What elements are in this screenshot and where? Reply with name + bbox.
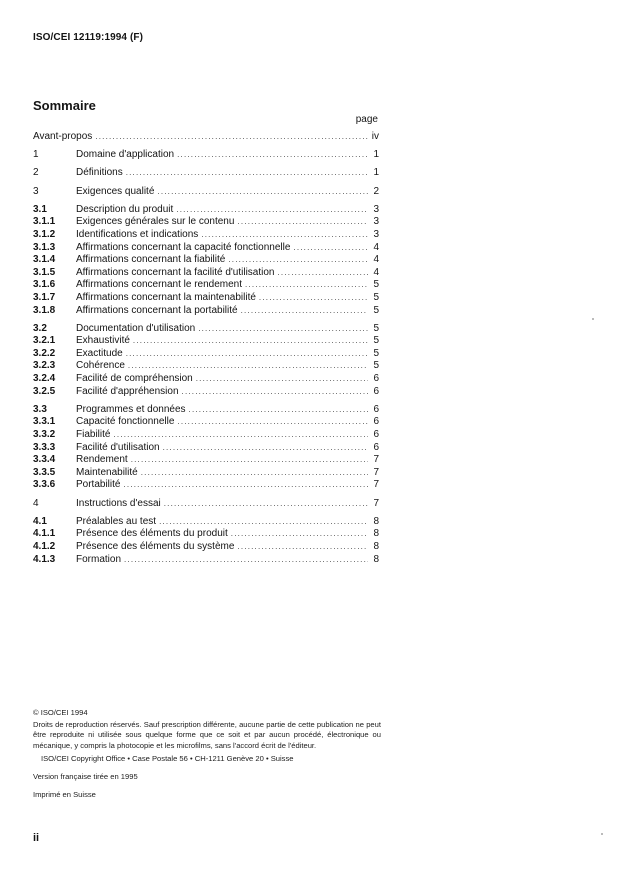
toc-entry-page: 3 <box>373 216 379 228</box>
toc-entry-number: 3.2.5 <box>33 385 56 397</box>
toc-entry-title: Affirmations concernant le rendement <box>76 279 243 291</box>
toc-entry-page: 2 <box>373 185 379 197</box>
toc-leader-dots <box>237 541 368 554</box>
toc-entry-title: Exactitude <box>76 347 123 359</box>
toc-entry-page: 8 <box>373 553 379 565</box>
toc-leader-dots <box>198 323 368 336</box>
toc-entry <box>33 429 379 442</box>
toc-entry-page: 7 <box>373 454 379 466</box>
toc-entry-title: Exigences qualité <box>76 185 155 197</box>
toc-entry-page: 5 <box>373 279 379 291</box>
toc-entry <box>33 541 379 554</box>
toc-entry-title: Portabilité <box>76 479 121 491</box>
toc-entry-title: Affirmations concernant la capacité fonctionnelle <box>76 241 291 253</box>
scan-speck <box>592 318 594 320</box>
toc-entry-number: 3.1.2 <box>33 228 56 240</box>
toc-entry-number: 4.1.3 <box>33 553 56 565</box>
toc-leader-dots <box>278 267 369 280</box>
toc-entry <box>33 167 379 180</box>
toc-leader-dots <box>163 442 368 455</box>
toc-entry-title: Avant-propos <box>33 131 93 142</box>
toc-entry-page: 4 <box>373 254 379 266</box>
toc-entry-number: 3.2.2 <box>33 347 56 359</box>
toc-entry-title: Affirmations concernant la portabilité <box>76 304 238 316</box>
toc-entry-number: 2 <box>33 167 39 179</box>
toc-entry-title: Cohérence <box>76 360 125 372</box>
toc-leader-dots <box>157 186 368 199</box>
scan-speck <box>601 833 603 835</box>
toc-entry <box>33 229 379 242</box>
toc-entry <box>33 186 379 199</box>
toc-entry-title: Affirmations concernant la facilité d'utilisation <box>76 266 275 278</box>
toc-entry-page: 6 <box>373 429 379 441</box>
toc-entry-number: 3.3.6 <box>33 479 56 491</box>
toc-leader-dots <box>123 479 368 492</box>
toc-leader-dots <box>196 373 368 386</box>
toc-entry-page: 6 <box>373 416 379 428</box>
toc-entry-page: 3 <box>373 203 379 215</box>
toc-entry-title: Documentation d'utilisation <box>76 322 196 334</box>
toc-entry-title: Affirmations concernant la fiabilité <box>76 254 226 266</box>
toc-entry-page: 5 <box>373 360 379 372</box>
toc-leader-dots <box>128 360 368 373</box>
toc-entry <box>33 467 379 480</box>
toc-entry-number: 3.2.1 <box>33 335 56 347</box>
toc-entry-page: 5 <box>373 347 379 359</box>
toc-entry-page: 4 <box>373 266 379 278</box>
toc-entry-title: Domaine d'application <box>76 149 175 161</box>
toc-entry-page: 1 <box>373 167 379 179</box>
toc-entry <box>33 416 379 429</box>
toc-entry-title: Exigences générales sur le contenu <box>76 216 235 228</box>
rights-text: Droits de reproduction réservés. Sauf prescription différente, aucune partie de cette publication ne peut être reproduite ni utilisée sous quelque forme que ce soit et par aucun procédé, électronique ou mécanique, y compris la photocopie et les microfilms, sans l'accord écrit de l'éditeur. <box>33 719 381 750</box>
toc-entry <box>33 386 379 399</box>
toc-entry-page: iv <box>371 131 379 142</box>
toc-leader-dots <box>95 131 368 144</box>
toc-leader-dots <box>245 279 368 292</box>
table-of-contents <box>33 131 379 566</box>
toc-entry <box>33 305 379 318</box>
toc-entry-number: 3.1.3 <box>33 241 56 253</box>
toc-entry <box>33 323 379 336</box>
toc-title: Sommaire <box>33 98 96 113</box>
toc-entry-number: 3.1.8 <box>33 304 56 316</box>
copyright-office: ISO/CEI Copyright Office • Case Postale 56 • CH-1211 Genève 20 • Suisse <box>41 754 294 764</box>
toc-entry-title: Définitions <box>76 167 123 179</box>
toc-entry-title: Présence des éléments du produit <box>76 528 228 540</box>
toc-entry-title: Facilité de compréhension <box>76 373 193 385</box>
toc-leader-dots <box>159 516 368 529</box>
toc-leader-dots <box>201 229 368 242</box>
toc-entry-page: 8 <box>373 515 379 527</box>
toc-leader-dots <box>177 416 368 429</box>
printed-note: Imprimé en Suisse <box>33 789 96 799</box>
toc-leader-dots <box>141 467 368 480</box>
page-column-heading: page <box>355 114 378 125</box>
toc-entry-number: 3.3.1 <box>33 416 56 428</box>
toc-entry-title: Formation <box>76 553 122 565</box>
version-note: Version française tirée en 1995 <box>33 771 138 781</box>
toc-entry-page: 6 <box>373 403 379 415</box>
toc-entry-page: 6 <box>373 441 379 453</box>
toc-entry <box>33 404 379 417</box>
toc-leader-dots <box>126 348 368 361</box>
toc-entry-number: 3.1.5 <box>33 266 56 278</box>
toc-entry-title: Facilité d'appréhension <box>76 385 179 397</box>
toc-entry-page: 6 <box>373 385 379 397</box>
toc-entry-number: 3.1.1 <box>33 216 56 228</box>
toc-entry-title: Programmes et données <box>76 403 186 415</box>
toc-entry-number: 3.3.5 <box>33 466 56 478</box>
toc-entry-number: 4.1 <box>33 515 47 527</box>
toc-entry-title: Instructions d'essai <box>76 497 161 509</box>
toc-entry-title: Maintenabilité <box>76 466 138 478</box>
toc-entry <box>33 360 379 373</box>
toc-entry <box>33 442 379 455</box>
toc-entry-page: 5 <box>373 335 379 347</box>
toc-entry-title: Affirmations concernant la maintenabilité <box>76 291 256 303</box>
toc-leader-dots <box>164 498 368 511</box>
toc-entry-title: Capacité fonctionnelle <box>76 416 175 428</box>
toc-entry-title: Préalables au test <box>76 515 157 527</box>
toc-leader-dots <box>231 528 368 541</box>
toc-entry <box>33 149 379 162</box>
toc-entry-page: 8 <box>373 528 379 540</box>
toc-entry <box>33 479 379 492</box>
toc-entry <box>33 528 379 541</box>
toc-entry-number: 3.1.6 <box>33 279 56 291</box>
toc-entry <box>33 242 379 255</box>
toc-entry <box>33 498 379 511</box>
toc-entry-title: Rendement <box>76 454 128 466</box>
toc-leader-dots <box>228 254 368 267</box>
legal-notice <box>33 708 381 800</box>
toc-entry-title: Présence des éléments du système <box>76 540 235 552</box>
toc-entry <box>33 254 379 267</box>
toc-entry-page: 7 <box>373 479 379 491</box>
toc-entry <box>33 516 379 529</box>
toc-entry-number: 3.2 <box>33 322 47 334</box>
page-number: ii <box>33 832 40 844</box>
toc-leader-dots <box>293 242 368 255</box>
toc-entry-number: 3.2.3 <box>33 360 56 372</box>
toc-entry-number: 3 <box>33 185 39 197</box>
toc-entry-number: 3.3 <box>33 403 47 415</box>
toc-leader-dots <box>176 204 368 217</box>
toc-entry-title: Identifications et indications <box>76 228 199 240</box>
toc-entry-page: 7 <box>373 466 379 478</box>
toc-entry <box>33 204 379 217</box>
toc-entry-number: 3.3.2 <box>33 429 56 441</box>
toc-entry-number: 3.3.4 <box>33 454 56 466</box>
toc-entry-number: 3.3.3 <box>33 441 56 453</box>
toc-entry <box>33 348 379 361</box>
toc-leader-dots <box>189 404 368 417</box>
toc-leader-dots <box>241 305 368 318</box>
toc-entry <box>33 454 379 467</box>
toc-entry <box>33 216 379 229</box>
toc-entry-page: 6 <box>373 373 379 385</box>
toc-entry-number: 3.2.4 <box>33 373 56 385</box>
toc-entry-page: 5 <box>373 304 379 316</box>
toc-entry-title: Exhaustivité <box>76 335 130 347</box>
toc-leader-dots <box>126 167 368 180</box>
toc-leader-dots <box>237 216 368 229</box>
toc-entry-title: Description du produit <box>76 203 174 215</box>
toc-entry-number: 4 <box>33 497 39 509</box>
toc-entry <box>33 279 379 292</box>
toc-entry-number: 3.1.7 <box>33 291 56 303</box>
toc-leader-dots <box>133 335 368 348</box>
toc-entry-page: 3 <box>373 228 379 240</box>
toc-entry-number: 4.1.1 <box>33 528 56 540</box>
toc-entry-page: 5 <box>373 291 379 303</box>
toc-entry-page: 1 <box>373 149 379 161</box>
toc-entry <box>33 554 379 567</box>
toc-entry <box>33 373 379 386</box>
toc-entry <box>33 292 379 305</box>
toc-entry-title: Fiabilité <box>76 429 111 441</box>
toc-entry-title: Facilité d'utilisation <box>76 441 160 453</box>
toc-leader-dots <box>177 149 368 162</box>
toc-entry <box>33 131 379 144</box>
toc-entry-page: 8 <box>373 540 379 552</box>
toc-leader-dots <box>124 554 368 567</box>
toc-entry-page: 7 <box>373 497 379 509</box>
document-code: ISO/CEI 12119:1994 (F) <box>33 32 144 43</box>
toc-leader-dots <box>131 454 368 467</box>
toc-entry-number: 3.1 <box>33 203 47 215</box>
toc-leader-dots <box>259 292 368 305</box>
toc-entry-page: 4 <box>373 241 379 253</box>
toc-entry-number: 1 <box>33 149 39 161</box>
toc-entry-number: 3.1.4 <box>33 254 56 266</box>
toc-leader-dots <box>182 386 368 399</box>
toc-leader-dots <box>113 429 368 442</box>
toc-entry-number: 4.1.2 <box>33 540 56 552</box>
toc-entry <box>33 335 379 348</box>
copyright-line: © ISO/CEI 1994 <box>33 708 88 717</box>
toc-entry-page: 5 <box>373 322 379 334</box>
toc-entry <box>33 267 379 280</box>
